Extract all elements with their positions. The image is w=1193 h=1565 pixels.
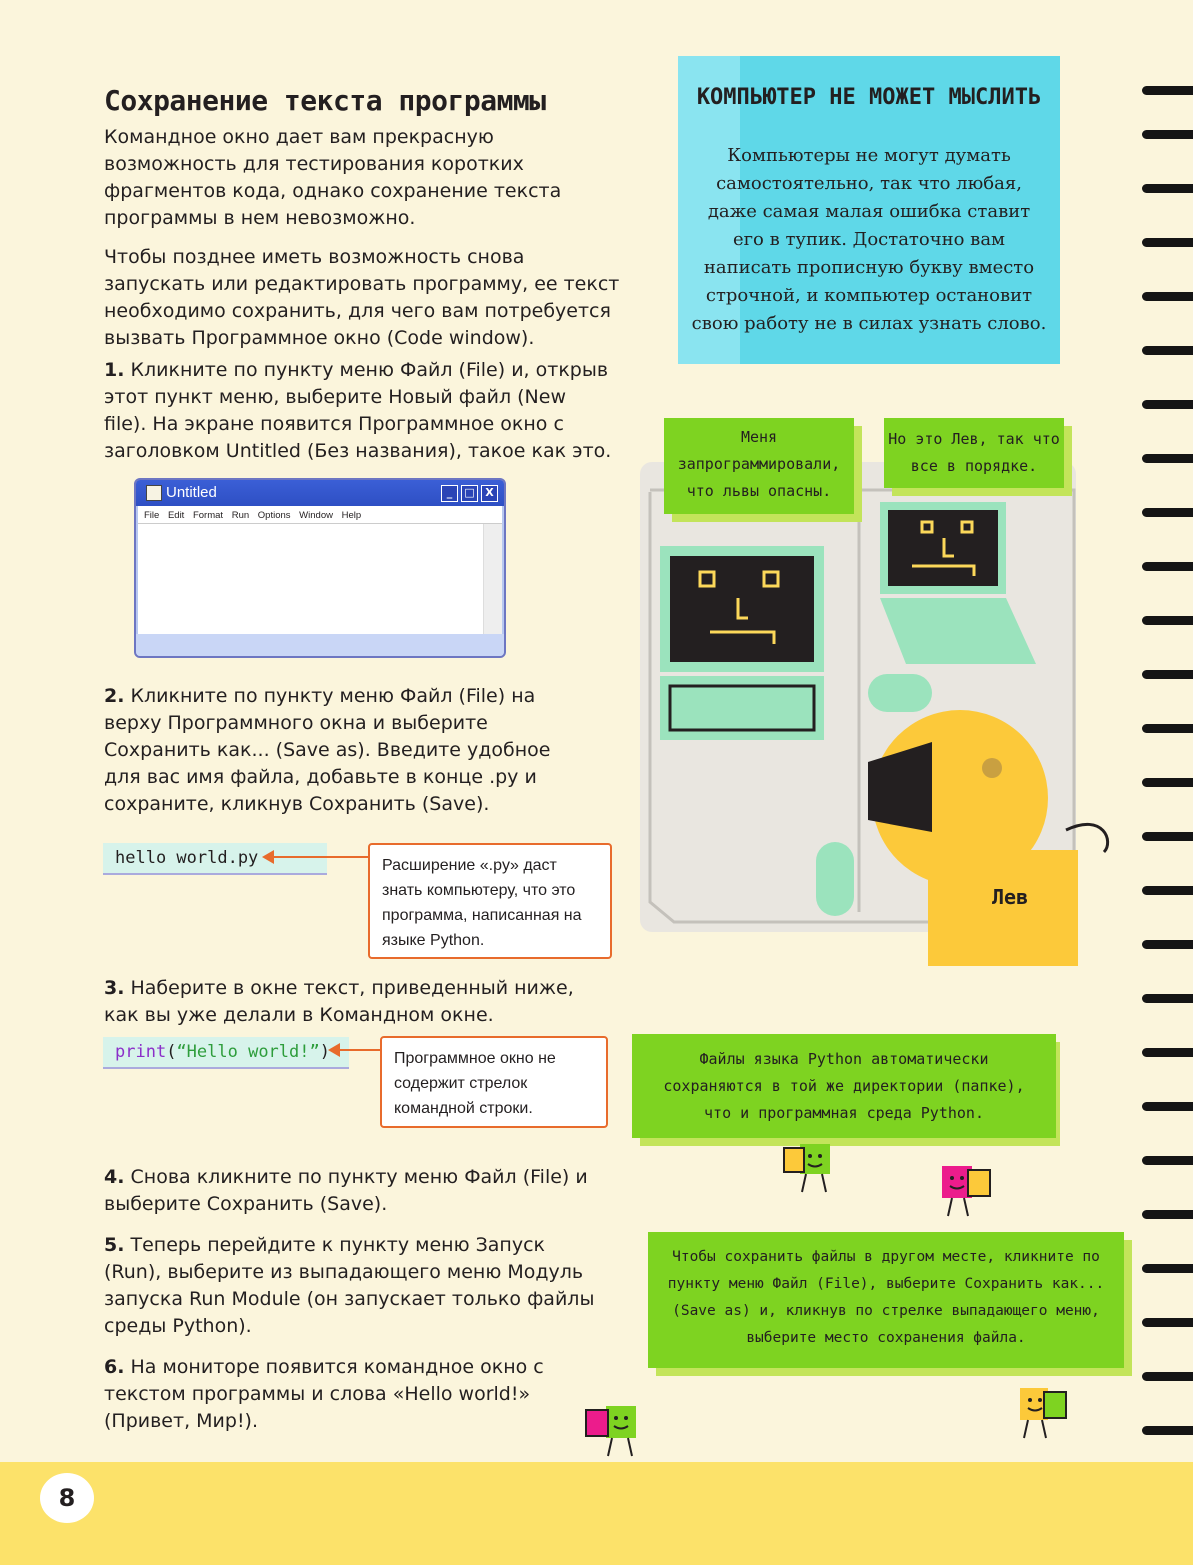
- menu-window[interactable]: Window: [299, 510, 333, 521]
- menu-file[interactable]: File: [144, 510, 160, 521]
- window-menu-bar: [138, 506, 502, 523]
- window-title: Untitled: [166, 484, 217, 501]
- info-bubble-autosave: Файлы языка Python автоматически сохраняются в той же директории (папке), что и программная среда Python.: [632, 1034, 1056, 1138]
- close-button[interactable]: X: [481, 485, 498, 502]
- maximize-button[interactable]: □: [461, 485, 478, 502]
- step-number: 3.: [104, 977, 125, 999]
- document-icon: [146, 485, 162, 501]
- page-number: 8: [40, 1473, 94, 1523]
- step-6: [104, 1354, 584, 1435]
- step-3: [104, 975, 614, 1029]
- note-code-window: Программное окно не содержит стрелок командной строки.: [380, 1036, 608, 1128]
- left-laptop: [660, 546, 824, 740]
- arrow-line: [272, 856, 372, 858]
- editor-area[interactable]: [138, 523, 502, 634]
- intro-paragraph-2: Чтобы позднее иметь возможность снова запускать или редактировать программу, ее текст необходимо сохранить, для чего вам потребуется вызвать Программное окно (Code window).: [104, 246, 620, 349]
- step-text: Кликните по пункту меню Файл (File) на верху Программного окна и выберите Сохранить как... (Save as). Введите удобное для вас имя файла, добавьте в конце .py и сохраните, кликнув Сохранить (Save).: [104, 685, 551, 815]
- robot-character-icon: [1010, 1380, 1082, 1444]
- step-number: 6.: [104, 1356, 125, 1378]
- window-title-bar: [136, 480, 504, 506]
- scrollbar[interactable]: [483, 524, 502, 634]
- step-number: 1.: [104, 359, 125, 381]
- step-4: [104, 1164, 604, 1218]
- menu-help[interactable]: Help: [341, 510, 362, 521]
- arrow-line: [338, 1049, 384, 1051]
- intro-paragraph-1: Командное окно дает вам прекрасную возможность для тестирования коротких фрагментов кода, однако сохранение текста программы в нем невозможно.: [104, 126, 562, 229]
- code-window-screenshot: [134, 478, 506, 658]
- step-text: На мониторе появится командное окно с текстом программы и слова «Hello world!» (Привет, Мир!).: [104, 1356, 544, 1432]
- step-number: 2.: [104, 685, 125, 707]
- menu-options[interactable]: Options: [257, 510, 291, 521]
- step-1: [104, 357, 614, 465]
- page-title: Сохранение текста программы: [104, 84, 546, 117]
- window-footer: [136, 634, 504, 656]
- speech-bubble-right: Но это Лев, так что все в порядке.: [884, 418, 1064, 488]
- step-number: 5.: [104, 1234, 125, 1256]
- step-text: Кликните по пункту меню Файл (File) и, открыв этот пункт меню, выберите Новый файл (New file). На экране появится Программное окно с заголовком Untitled (Без названия), такое как это.: [104, 359, 612, 462]
- code-paren-open: (: [166, 1042, 177, 1062]
- tip-title: КОМПЬЮТЕР НЕ МОЖЕТ МЫСЛИТЬ: [696, 85, 1042, 110]
- menu-edit[interactable]: Edit: [167, 510, 185, 521]
- robot-character-icon: [930, 1160, 1002, 1224]
- menu-format[interactable]: Format: [192, 510, 224, 521]
- minimize-button[interactable]: _: [441, 485, 458, 502]
- menu-run[interactable]: Run: [231, 510, 250, 521]
- step-5: [104, 1232, 604, 1340]
- step-text: Наберите в окне текст, приведенный ниже, как вы уже делали в Командном окне.: [104, 977, 574, 1026]
- code-filename: hello world.py: [103, 843, 327, 873]
- info-bubble-save-as: Чтобы сохранить файлы в другом месте, кликните по пункту меню Файл (File), выберите Сохранить как... (Save as) и, кликнув по стрелке выпадающего меню, выберите место сохранения файла.: [648, 1232, 1124, 1368]
- step-number: 4.: [104, 1166, 125, 1188]
- speech-bubble-left: Меня запрограммировали, что львы опасны.: [664, 418, 854, 514]
- step-text: Снова кликните по пункту меню Файл (File) и выберите Сохранить (Save).: [104, 1166, 588, 1215]
- lion-label: Лев: [992, 885, 1029, 909]
- code-string: “Hello world!”: [176, 1042, 320, 1062]
- code-print: [103, 1037, 349, 1067]
- code-function: print: [115, 1042, 167, 1062]
- page-footer: [0, 1462, 1193, 1565]
- tip-text: Компьютеры не могут думать самостоятельно, так что любая, даже самая малая ошибка ставит его в тупик. Достаточно вам написать прописную букву вместо строчной, и компьютер остановит свою работу не в силах узнать слово.: [691, 145, 1047, 334]
- step-text: Теперь перейдите к пункту меню Запуск (Run), выберите из выпадающего меню Модуль запуска Run Module (он запускает только файлы среды Python).: [104, 1234, 595, 1337]
- robot-character-icon: [576, 1398, 648, 1462]
- robot-character-icon: [776, 1136, 848, 1200]
- note-extension: Расширение «.py» даст знать компьютеру, что это программа, написанная на языке Python.: [368, 843, 612, 959]
- code-paren-close: ): [319, 1042, 330, 1062]
- step-2: [104, 683, 574, 818]
